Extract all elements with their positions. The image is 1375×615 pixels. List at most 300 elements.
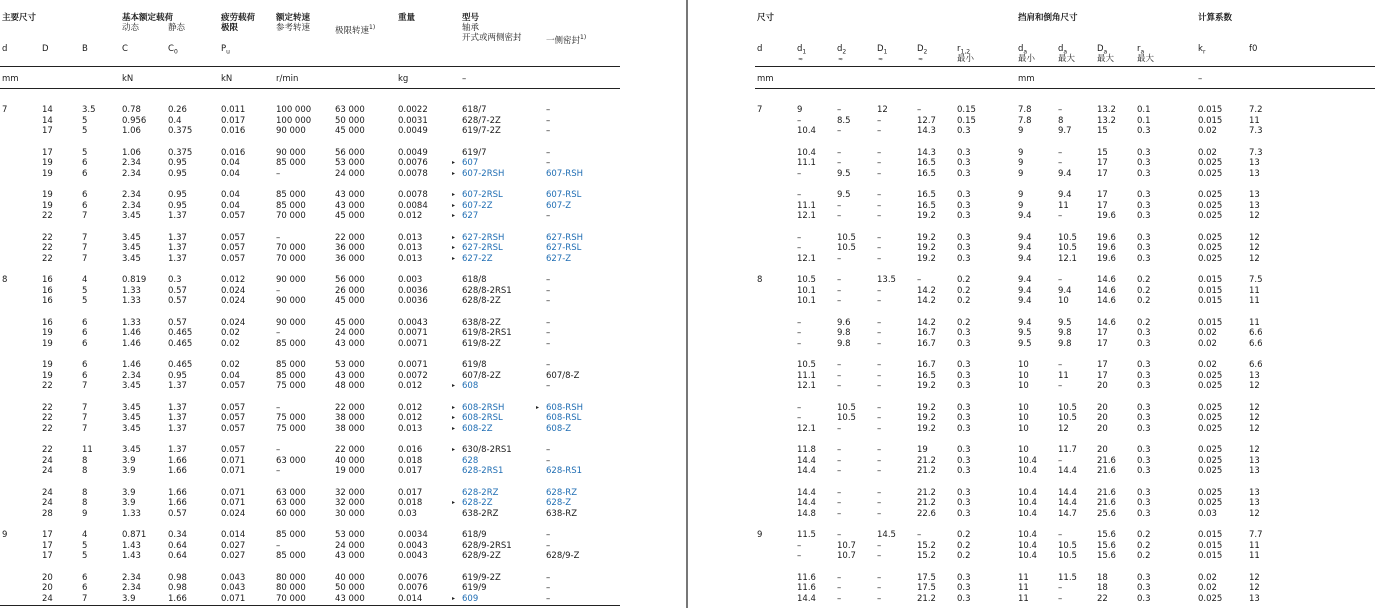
- cell-lim: 45 000: [335, 126, 365, 136]
- cell-b: 7: [82, 381, 88, 391]
- cell-one-side: –: [546, 530, 551, 540]
- cell-b: 7: [82, 413, 88, 423]
- cell-ref: –: [276, 232, 281, 243]
- cell-d: 9: [757, 530, 763, 540]
- cell-d: 8: [2, 275, 8, 285]
- table-row: [755, 403, 1375, 414]
- cell-ref: 85 000: [276, 360, 306, 370]
- cell-lim: 40 000: [335, 455, 365, 466]
- cell-c0: 1.37: [168, 402, 187, 413]
- table-row: [0, 360, 620, 371]
- cell-r: 0.2: [957, 317, 971, 328]
- cell-r: 0.15: [957, 105, 976, 115]
- cell-kg: 0.0078: [398, 190, 428, 200]
- table-row: [755, 190, 1375, 201]
- main-dims-heading: 主要尺寸: [2, 13, 37, 23]
- cell-d: 22: [42, 445, 53, 455]
- cell-c: 3.45: [122, 211, 141, 221]
- cell-c0: 0.95: [168, 370, 187, 381]
- cell-da: 20: [1097, 413, 1108, 423]
- cell-f0: 11: [1249, 115, 1260, 126]
- cell-d2: 9.6: [837, 317, 851, 328]
- cell-lim: 43 000: [335, 551, 365, 561]
- cell-kg: 0.0071: [398, 360, 428, 370]
- cell-designation: 607-2Z: [462, 200, 493, 211]
- sym-kr: $k_r$: [1198, 44, 1206, 56]
- cell-d: 20: [42, 572, 53, 583]
- cell-da2: 12.1: [1058, 253, 1077, 264]
- cell-d2: 16.5: [917, 158, 936, 168]
- cell-da: 17: [1097, 158, 1108, 168]
- cell-ra: 0.3: [1137, 211, 1151, 221]
- cell-pu: 0.024: [221, 285, 246, 296]
- cell-kr: 0.015: [1198, 296, 1223, 306]
- bearing-label: 轴承: [462, 23, 480, 33]
- cell-one-side: –: [546, 583, 551, 593]
- cell-c0: 0.34: [168, 530, 187, 540]
- cell-r: 0.3: [957, 328, 971, 338]
- left-table-body: [0, 105, 620, 615]
- cell-r: 0.2: [957, 275, 971, 285]
- cell-da: 10: [1018, 423, 1029, 434]
- table-row: [755, 594, 1375, 605]
- cell-one-side: –: [546, 328, 551, 338]
- cell-da2: 10.5: [1058, 232, 1077, 243]
- cell-d1: –: [877, 381, 882, 391]
- row-group: [755, 190, 1375, 222]
- cell-kr: 0.025: [1198, 498, 1223, 508]
- cell-ref: 63 000: [276, 498, 306, 508]
- table-row: [0, 530, 620, 541]
- cell-c0: 0.465: [168, 328, 193, 338]
- cell-kr: 0.015: [1198, 115, 1223, 126]
- cell-d1: 11.1: [797, 370, 816, 381]
- cell-da: 11: [1018, 572, 1029, 583]
- cell-b: 7: [82, 253, 88, 264]
- cell-da2: 9.7: [1058, 126, 1072, 136]
- cell-b: 8: [82, 498, 88, 508]
- cell-ra: 0.3: [1137, 402, 1151, 413]
- cell-c0: 1.66: [168, 455, 187, 466]
- cell-c0: 0.64: [168, 540, 187, 551]
- cell-d2: –: [917, 275, 922, 285]
- cell-da: 11: [1018, 583, 1029, 593]
- cell-f0: 12: [1249, 508, 1260, 519]
- cell-d: 24: [42, 593, 53, 604]
- cell-ref: 85 000: [276, 200, 306, 211]
- cell-d1: –: [877, 583, 882, 593]
- cell-f0: 11: [1249, 317, 1260, 328]
- cell-c0: 0.98: [168, 583, 187, 593]
- cell-kr: 0.02: [1198, 147, 1217, 158]
- cell-d2: 19.2: [917, 243, 936, 253]
- cell-da: 25.6: [1097, 508, 1116, 519]
- cell-one-side: –: [546, 275, 551, 285]
- cell-d1: –: [877, 158, 882, 168]
- cell-c: 2.34: [122, 168, 141, 179]
- cell-d2: –: [837, 530, 842, 540]
- cell-one-side: –: [546, 211, 551, 221]
- cell-b: 8: [82, 455, 88, 466]
- cell-ra: 0.3: [1137, 147, 1151, 158]
- cell-d1: –: [877, 487, 882, 498]
- cell-one-side: –: [546, 593, 551, 604]
- cell-d2: 14.2: [917, 317, 936, 328]
- abutment-heading: 挡肩和倒角尺寸: [1018, 13, 1078, 23]
- marker-icon: ▸: [452, 201, 456, 209]
- cell-d: 22: [42, 423, 53, 434]
- table-row: [0, 275, 620, 286]
- cell-d2: 10.5: [837, 413, 856, 423]
- cell-c0: 0.57: [168, 317, 187, 328]
- cell-d2: 19.2: [917, 413, 936, 423]
- cell-one-side: 627-RSL: [546, 243, 582, 253]
- table-row: [0, 573, 620, 584]
- marker-icon: ▸: [536, 403, 540, 411]
- cell-c0: 1.37: [168, 253, 187, 264]
- cell-d2: –: [837, 253, 842, 264]
- cell-d: 22: [42, 253, 53, 264]
- cell-ra: 0.3: [1137, 445, 1151, 455]
- cell-d1: –: [877, 498, 882, 508]
- cell-da: 13.2: [1097, 105, 1116, 115]
- cell-d: 24: [42, 487, 53, 498]
- cell-kr: 0.025: [1198, 168, 1223, 179]
- cell-d2: 15.2: [917, 551, 936, 561]
- table-row: [755, 254, 1375, 265]
- cell-d: 16: [42, 296, 53, 306]
- cell-c0: 1.37: [168, 211, 187, 221]
- cell-pu: 0.071: [221, 487, 246, 498]
- cell-d1: –: [877, 466, 882, 476]
- cell-da: 10.4: [1018, 530, 1037, 540]
- cell-c0: 1.37: [168, 445, 187, 455]
- cell-lim: 19 000: [335, 466, 365, 476]
- cell-d1: 11.8: [797, 445, 816, 455]
- right-table-header: [755, 0, 1375, 95]
- cell-b: 5: [82, 147, 88, 158]
- cell-da: 18: [1097, 572, 1108, 583]
- cell-da: 11: [1018, 593, 1029, 604]
- cell-d1: 10.5: [797, 275, 816, 285]
- cell-d: 17: [42, 551, 53, 561]
- cell-d: 19: [42, 338, 53, 349]
- cell-kr: 0.025: [1198, 158, 1223, 168]
- cell-f0: 12: [1249, 232, 1260, 243]
- cell-lim: 36 000: [335, 253, 365, 264]
- table-row: [0, 445, 620, 456]
- cell-d: 8: [757, 275, 763, 285]
- cell-da: 17: [1097, 328, 1108, 338]
- row-group: [755, 275, 1375, 307]
- fatigue-limit-heading: 极限: [221, 23, 239, 33]
- cell-d1: 11.1: [797, 158, 816, 168]
- cell-c: 1.46: [122, 328, 141, 338]
- bottom-divider: [0, 605, 620, 606]
- cell-d2: 16.7: [917, 328, 936, 338]
- cell-c0: 1.66: [168, 593, 187, 604]
- cell-da2: 9.4: [1058, 190, 1072, 200]
- cell-designation: 627: [462, 211, 479, 221]
- cell-b: 6: [82, 328, 88, 338]
- cell-da: 9: [1018, 147, 1024, 158]
- cell-d2: –: [837, 200, 842, 211]
- cell-kr: 0.015: [1198, 317, 1223, 328]
- table-row: [0, 296, 620, 307]
- cell-da: 15: [1097, 147, 1108, 158]
- cell-ra: 0.2: [1137, 285, 1151, 296]
- reference-speed-label: 参考转速: [276, 23, 311, 33]
- cell-d2: 21.2: [917, 455, 936, 466]
- table-row: [755, 148, 1375, 159]
- cell-da2: 11: [1058, 370, 1069, 381]
- cell-one-side: –: [546, 540, 551, 551]
- cell-d1: –: [877, 423, 882, 434]
- cell-designation: 627-2Z: [462, 253, 493, 264]
- cell-d: 24: [42, 466, 53, 476]
- cell-d2: 21.2: [917, 487, 936, 498]
- cell-b: 5: [82, 296, 88, 306]
- cell-da: 9.4: [1018, 243, 1032, 253]
- cell-ra: 0.1: [1137, 105, 1151, 115]
- cell-lim: 48 000: [335, 381, 365, 391]
- cell-lim: 38 000: [335, 423, 365, 434]
- cell-r: 0.3: [957, 487, 971, 498]
- cell-da: 9.4: [1018, 232, 1032, 243]
- cell-da: 15.6: [1097, 530, 1116, 540]
- cell-kr: 0.02: [1198, 328, 1217, 338]
- cell-d1: 14.4: [797, 466, 816, 476]
- table-row: [755, 275, 1375, 286]
- table-row: [755, 233, 1375, 244]
- cell-designation: 607: [462, 158, 479, 168]
- cell-da2: –: [1058, 455, 1063, 466]
- cell-d2: 14.2: [917, 296, 936, 306]
- cell-d2: 19: [917, 445, 928, 455]
- cell-d2: –: [837, 498, 842, 508]
- cell-d2: 19.2: [917, 381, 936, 391]
- cell-f0: 13: [1249, 200, 1260, 211]
- unit-dash: –: [1198, 74, 1203, 84]
- cell-d2: –: [837, 126, 842, 136]
- table-row: [0, 233, 620, 244]
- cell-d: 19: [42, 190, 53, 200]
- cell-lim: 53 000: [335, 360, 365, 370]
- cell-r: 0.3: [957, 147, 971, 158]
- cell-kr: 0.025: [1198, 200, 1223, 211]
- cell-d2: 16.5: [917, 370, 936, 381]
- cell-b: 7: [82, 423, 88, 434]
- units-divider: [0, 88, 620, 89]
- cell-c0: 1.37: [168, 381, 187, 391]
- row-group: [755, 403, 1375, 435]
- cell-b: 6: [82, 338, 88, 349]
- cell-b: 7: [82, 243, 88, 253]
- cell-lim: 24 000: [335, 328, 365, 338]
- cell-c0: 0.375: [168, 147, 193, 158]
- cell-d1: 14.8: [797, 508, 816, 519]
- cell-kr: 0.025: [1198, 190, 1223, 200]
- cell-d2: –: [917, 530, 922, 540]
- cell-kr: 0.025: [1198, 487, 1223, 498]
- cell-pu: 0.057: [221, 243, 246, 253]
- cell-d1: –: [877, 147, 882, 158]
- cell-d2: –: [837, 445, 842, 455]
- cell-f0: 7.5: [1249, 275, 1263, 285]
- cell-d: 22: [42, 243, 53, 253]
- cell-ref: 100 000: [276, 115, 312, 126]
- cell-d: 24: [42, 498, 53, 508]
- cell-c0: 0.57: [168, 285, 187, 296]
- cell-d: 22: [42, 232, 53, 243]
- cell-da: 14.6: [1097, 285, 1116, 296]
- open-or-both-label: 开式或两侧密封: [462, 33, 522, 43]
- cell-c: 0.78: [122, 105, 141, 115]
- table-row: [0, 551, 620, 562]
- cell-d1: –: [877, 296, 882, 306]
- cell-r: 0.3: [957, 370, 971, 381]
- cell-one-side: 628-RZ: [546, 487, 578, 498]
- min-r: 最小: [957, 54, 975, 64]
- cell-ra: 0.3: [1137, 200, 1151, 211]
- designation-heading: 型号: [462, 13, 480, 23]
- cell-ref: 90 000: [276, 275, 306, 285]
- cell-c: 1.06: [122, 126, 141, 136]
- table-row: [0, 211, 620, 222]
- cell-c: 2.34: [122, 190, 141, 200]
- cell-d2: 21.2: [917, 498, 936, 508]
- cell-da: 10: [1018, 370, 1029, 381]
- row-group: [0, 445, 620, 477]
- cell-da2: 9.4: [1058, 168, 1072, 179]
- cell-ref: 90 000: [276, 126, 306, 136]
- cell-pu: 0.017: [221, 115, 246, 126]
- table-row: [755, 551, 1375, 562]
- cell-d1: 11.5: [797, 530, 816, 540]
- cell-ra: 0.3: [1137, 370, 1151, 381]
- sym-f0: f0: [1249, 44, 1258, 54]
- cell-lim: 22 000: [335, 445, 365, 455]
- cell-lim: 43 000: [335, 200, 365, 211]
- table-row: [0, 413, 620, 424]
- cell-da: 9.5: [1018, 328, 1032, 338]
- cell-r: 0.15: [957, 115, 976, 126]
- cell-kr: 0.015: [1198, 540, 1223, 551]
- cell-b: 5: [82, 551, 88, 561]
- table-row: [0, 456, 620, 467]
- cell-ref: 85 000: [276, 158, 306, 168]
- cell-kg: 0.0043: [398, 317, 428, 328]
- factors-heading: 计算系数: [1198, 13, 1233, 23]
- row-group: [0, 360, 620, 392]
- cell-d: 7: [2, 105, 8, 115]
- cell-d1: –: [877, 211, 882, 221]
- cell-d2: 19.2: [917, 232, 936, 243]
- cell-c0: 0.95: [168, 190, 187, 200]
- cell-d1: 10.1: [797, 296, 816, 306]
- cell-designation: 607/8-2Z: [462, 370, 501, 381]
- cell-da: 10: [1018, 402, 1029, 413]
- cell-d2: –: [837, 105, 842, 115]
- header-divider: [0, 66, 620, 67]
- cell-da: 14.6: [1097, 275, 1116, 285]
- cell-c: 2.34: [122, 583, 141, 593]
- cell-f0: 13: [1249, 593, 1260, 604]
- cell-d1: 9: [797, 105, 803, 115]
- cell-ref: –: [276, 445, 281, 455]
- row-group: [0, 233, 620, 265]
- cell-ra: 0.3: [1137, 583, 1151, 593]
- unit-kn-pu: kN: [221, 74, 233, 84]
- cell-da2: 9.8: [1058, 338, 1072, 349]
- table-row: [755, 456, 1375, 467]
- cell-d1: 12.1: [797, 211, 816, 221]
- cell-ref: 85 000: [276, 551, 306, 561]
- cell-r: 0.3: [957, 413, 971, 423]
- cell-d2: 17.5: [917, 572, 936, 583]
- cell-kg: 0.0036: [398, 285, 428, 296]
- cell-ra: 0.1: [1137, 115, 1151, 126]
- cell-f0: 11: [1249, 540, 1260, 551]
- cell-f0: 12: [1249, 413, 1260, 423]
- cell-kg: 0.0076: [398, 572, 428, 583]
- cell-one-side: 638-RZ: [546, 508, 578, 519]
- cell-c: 0.819: [122, 275, 147, 285]
- max-da: 最大: [1058, 54, 1076, 64]
- cell-da2: 12: [1058, 423, 1069, 434]
- cell-ra: 0.3: [1137, 381, 1151, 391]
- cell-d1: 12.1: [797, 423, 816, 434]
- cell-ra: 0.2: [1137, 317, 1151, 328]
- cell-da: 14.6: [1097, 317, 1116, 328]
- cell-da2: 10.5: [1058, 413, 1077, 423]
- cell-d1: –: [797, 232, 802, 243]
- cell-da: 9.4: [1018, 285, 1032, 296]
- cell-d1: –: [877, 328, 882, 338]
- cell-lim: 43 000: [335, 370, 365, 381]
- cell-designation: 628-2RZ: [462, 487, 499, 498]
- table-row: [755, 413, 1375, 424]
- cell-da: 10: [1018, 413, 1029, 423]
- cell-da2: –: [1058, 105, 1063, 115]
- cell-lim: 40 000: [335, 572, 365, 583]
- cell-pu: 0.024: [221, 296, 246, 306]
- cell-d1: –: [797, 328, 802, 338]
- cell-ref: –: [276, 466, 281, 476]
- cell-da: 9.4: [1018, 317, 1032, 328]
- cell-c: 2.34: [122, 200, 141, 211]
- cell-r: 0.3: [957, 360, 971, 370]
- cell-d2: 16.7: [917, 360, 936, 370]
- cell-da2: 8: [1058, 115, 1064, 126]
- cell-b: 8: [82, 466, 88, 476]
- cell-ra: 0.2: [1137, 296, 1151, 306]
- cell-r: 0.3: [957, 338, 971, 349]
- cell-ref: 90 000: [276, 147, 306, 158]
- cell-r: 0.3: [957, 253, 971, 264]
- cell-d2: 10.5: [837, 243, 856, 253]
- cell-ref: 85 000: [276, 190, 306, 200]
- cell-da: 19.6: [1097, 211, 1116, 221]
- cell-ra: 0.3: [1137, 232, 1151, 243]
- cell-d1: –: [877, 285, 882, 296]
- cell-one-side: 627-RSH: [546, 232, 583, 243]
- cell-d: 19: [42, 158, 53, 168]
- cell-c: 3.9: [122, 455, 136, 466]
- cell-pu: 0.04: [221, 190, 240, 200]
- cell-ra: 0.3: [1137, 455, 1151, 466]
- cell-kr: 0.03: [1198, 508, 1217, 519]
